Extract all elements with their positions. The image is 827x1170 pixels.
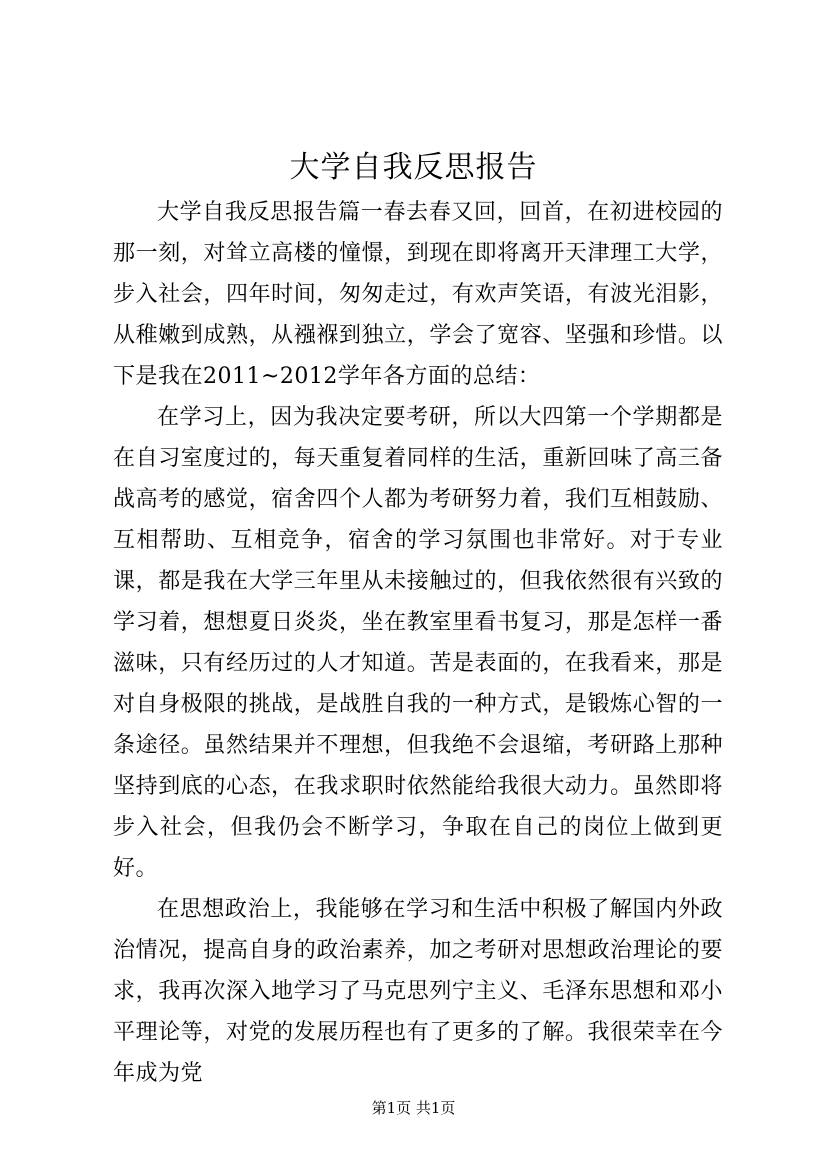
paragraph-politics: 在思想政治上，我能够在学习和生活中积极了解国内外政治情况，提高自身的政治素养，加之考研对思想政治理论的要求，我再次深入地学习了马克思列宁主义、毛泽东思想和邓小平理论等，对党的发展历程也有了更多的了解。我很荣幸在今年成为党 bbox=[113, 897, 723, 1086]
document-title: 大学自我反思报告 bbox=[289, 150, 538, 185]
document-body bbox=[113, 192, 723, 1094]
page-number-footer: 第1页 共1页 bbox=[371, 1099, 456, 1117]
paragraph-intro: 大学自我反思报告篇一春去春又回，回首，在初进校园的那一刻，对耸立高楼的憧憬，到现在即将离开天津理工大学，步入社会，四年时间，匆匆走过，有欢声笑语，有波光泪影，从稚嫩到成熟，从襁褓到独立，学会了宽容、坚强和珍惜。以下是我在2011~2012学年各方面的总结： bbox=[113, 200, 723, 389]
paragraph-study: 在学习上，因为我决定要考研，所以大四第一个学期都是在自习室度过的，每天重复着同样的生活，重新回味了高三备战高考的感觉，宿舍四个人都为考研努力着，我们互相鼓励、互相帮助、互相竞争，宿舍的学习氛围也非常好。对于专业课，都是我在大学三年里从未接触过的，但我依然很有兴致的学习着，想想夏日炎炎，坐在教室里看书复习，那是怎样一番滋味，只有经历过的人才知道。苦是表面的，在我看来，那是对自身极限的挑战，是战胜自我的一种方式，是锻炼心智的一条途径。虽然结果并不理想，但我绝不会退缩，考研路上那种坚持到底的心态，在我求职时依然能给我很大动力。虽然即将步入社会，但我仍会不断学习，争取在自己的岗位上做到更好。 bbox=[113, 405, 723, 881]
